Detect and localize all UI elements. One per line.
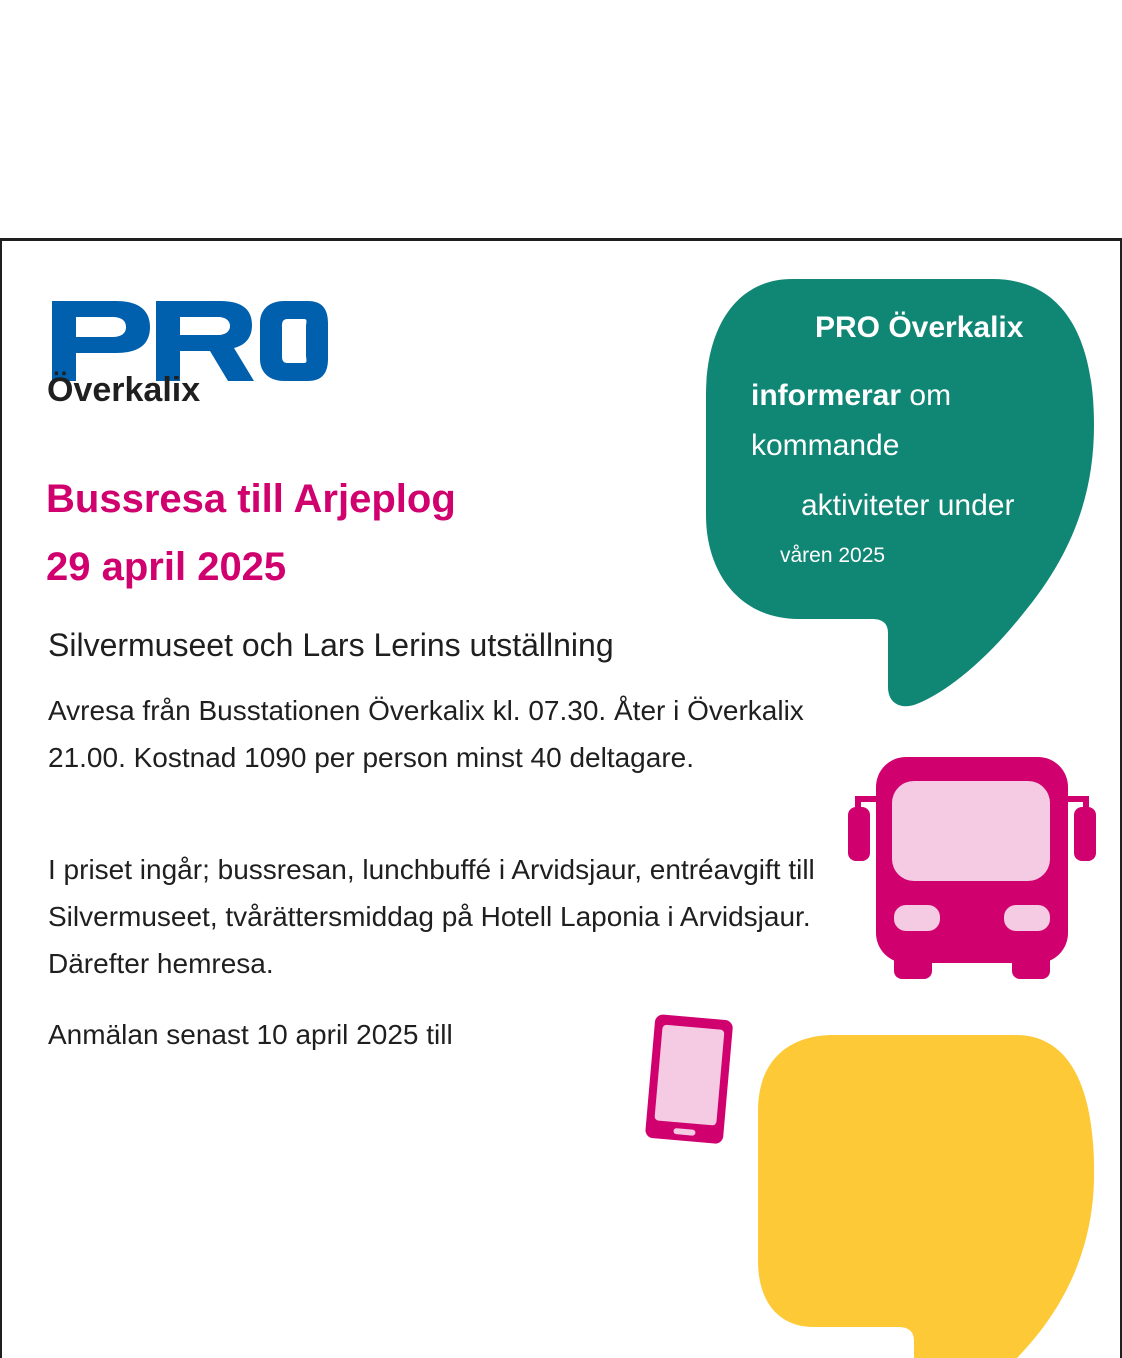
event-title: Bussresa till Arjeplog: [46, 477, 456, 521]
bubble-line-3: kommande: [751, 429, 900, 462]
poster: [0, 238, 1122, 1358]
bubble-line-2-bold: informerar: [751, 379, 902, 412]
bubble-line-5: våren 2025: [780, 544, 886, 567]
logo-subtitle: Överkalix: [47, 371, 201, 409]
registration-paragraph: Anmälan senast 10 april 2025 till: [48, 1019, 453, 1050]
speech-bubble-yellow: [754, 1031, 1104, 1358]
bubble-line-4: aktiviteter under: [801, 489, 1015, 522]
bubble-line-1: PRO Överkalix: [815, 311, 1024, 344]
departure-paragraph: Avresa från Busstationen Överkalix kl. 07.30. Åter i Överkalix 21.00. Kostnad 1090 per person minst 40 deltagare.: [48, 695, 804, 773]
event-subtitle: Silvermuseet och Lars Lerins utställning: [48, 627, 614, 663]
price-includes-paragraph: I priset ingår; bussresan, lunchbuffé i Arvidsjaur, entréavgift till Silvermuseet, tvårättersmiddag på Hotell Laponia i Arvidsjaur. Därefter hemresa.: [48, 854, 815, 979]
event-date: 29 april 2025: [46, 545, 287, 589]
bubble-line-2: [751, 381, 951, 411]
bubble-line-2-rest: om: [901, 379, 952, 412]
tablet-icon: [638, 1011, 738, 1149]
bus-icon: [842, 751, 1102, 983]
